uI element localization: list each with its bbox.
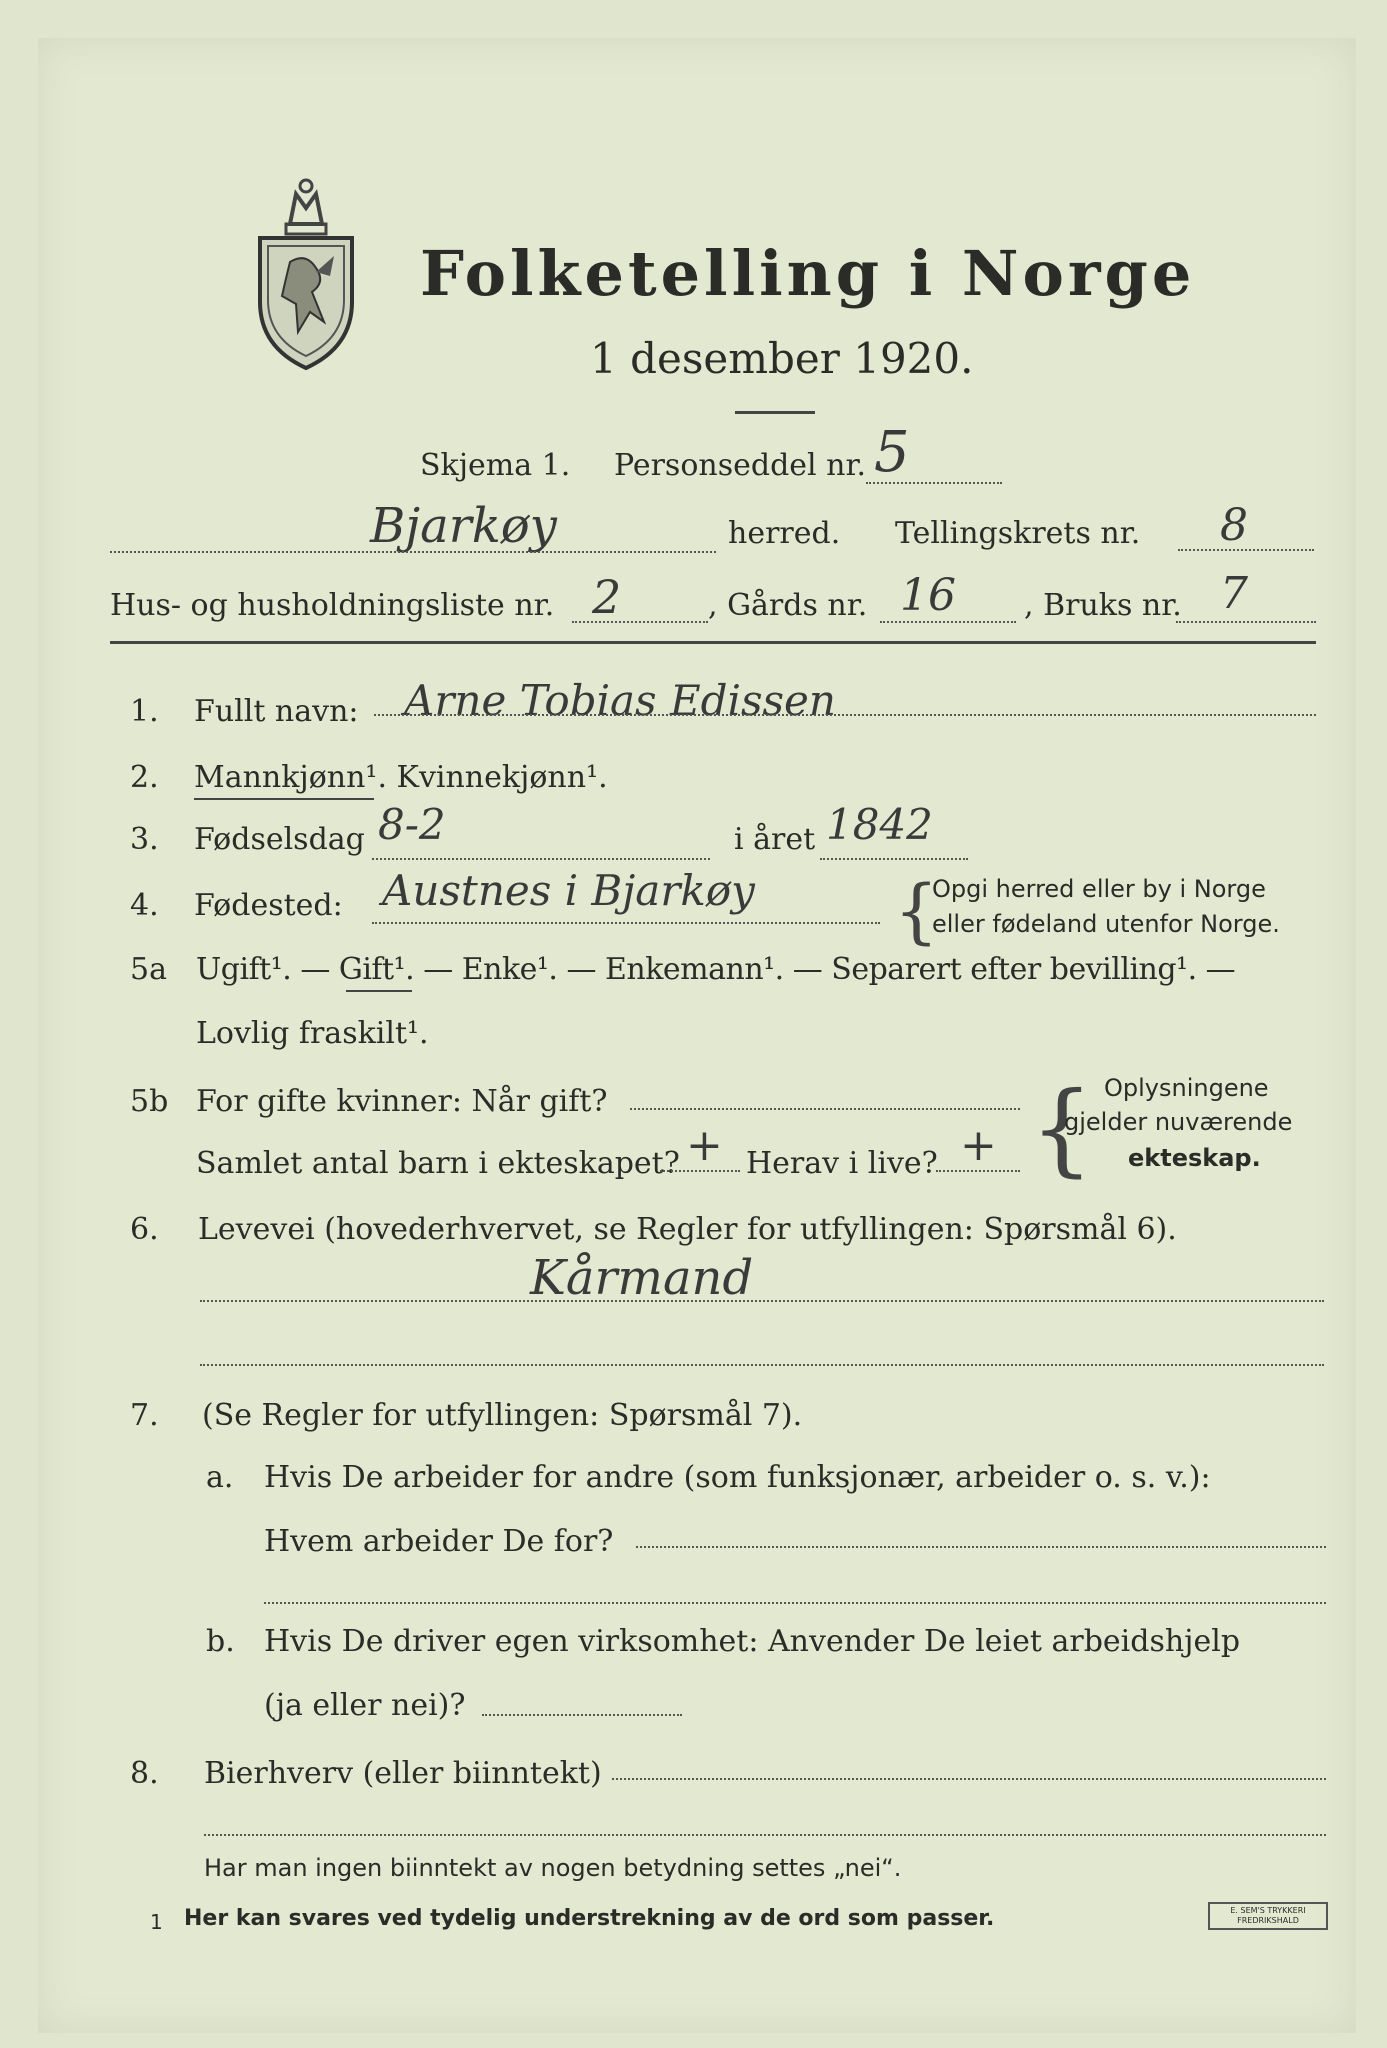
q5b-label: For gifte kvinner: Når gift?	[196, 1084, 608, 1119]
gards-label: , Gårds nr.	[708, 588, 868, 623]
q2-label: Mannkjønn¹. Kvinnekjønn¹.	[194, 760, 608, 795]
tellingskrets-value: 8	[1220, 500, 1248, 551]
q7b-field	[482, 1714, 682, 1716]
q7b-letter: b.	[206, 1624, 235, 1659]
hus-label: Hus- og husholdningsliste nr.	[110, 588, 555, 623]
herred-label: herred.	[728, 516, 841, 551]
personseddel-value: 5	[874, 420, 910, 485]
q6-number: 6.	[130, 1212, 159, 1247]
q1-number: 1.	[130, 694, 159, 729]
q5a-label: Ugift¹. — Gift¹. — Enke¹. — Enkemann¹. — Separert efter bevilling¹. —	[196, 952, 1236, 987]
q4-brace: {	[894, 870, 939, 952]
tellingskrets-field	[1178, 549, 1314, 551]
bruks-label: , Bruks nr.	[1024, 588, 1182, 623]
gards-value: 16	[900, 570, 956, 621]
q7a-field-line2	[264, 1602, 1326, 1604]
q4-number: 4.	[130, 888, 159, 923]
bruks-value: 7	[1220, 568, 1248, 619]
q5b-live-value: +	[960, 1120, 997, 1171]
q6-field-line1	[200, 1300, 1324, 1302]
q3-label: Fødselsdag	[194, 822, 365, 857]
q5b-note-line3: ekteskap.	[1128, 1144, 1261, 1172]
q5b-married-field	[630, 1108, 1020, 1110]
q4-field	[372, 922, 880, 924]
form-title: Folketelling i Norge	[420, 237, 1196, 310]
personseddel-field	[866, 482, 1002, 484]
skjema-label: Skjema 1.	[420, 448, 571, 483]
tellingskrets-label: Tellingskrets nr.	[895, 516, 1141, 551]
q5b-barn-field	[660, 1170, 740, 1172]
q1-field	[374, 714, 1316, 716]
q7a-label-line2: Hvem arbeider De for?	[264, 1524, 614, 1559]
q6-field-line2	[200, 1364, 1324, 1366]
q3-field	[372, 858, 710, 860]
q5a-number: 5a	[130, 952, 167, 987]
q4-note-line1: Opgi herred eller by i Norge	[932, 875, 1266, 903]
q3-year-field	[820, 858, 968, 860]
herred-value: Bjarkøy	[370, 498, 557, 554]
q5a-label-line2: Lovlig fraskilt¹.	[196, 1016, 429, 1051]
q2-underline	[194, 798, 374, 800]
form-subtitle: 1 desember 1920.	[590, 334, 974, 383]
q5b-brace: {	[1030, 1070, 1094, 1187]
printer-stamp: E. SEM'S TRYKKERI FREDRIKSHALD	[1208, 1902, 1328, 1930]
q3-year-label: i året	[734, 822, 816, 857]
q5b-note-line1: Oplysningene	[1104, 1074, 1269, 1102]
q3-number: 3.	[130, 822, 159, 857]
herred-field	[110, 551, 716, 553]
q4-label: Fødested:	[194, 888, 343, 923]
bruks-field	[1176, 621, 1316, 623]
q7b-label-line2: (ja eller nei)?	[264, 1688, 466, 1723]
footnote-text: Her kan svares ved tydelig understrekning av de ord som passer.	[184, 1906, 995, 1931]
q5b-number: 5b	[130, 1084, 169, 1119]
q7a-field-line1	[636, 1546, 1326, 1548]
q8-note: Har man ingen biinntekt av nogen betydning settes „nei“.	[204, 1854, 902, 1882]
q1-value: Arne Tobias Edissen	[404, 676, 836, 725]
q5b-barn-value: +	[686, 1120, 723, 1171]
q3-value: 8-2	[378, 800, 446, 849]
q3-year-value: 1842	[826, 800, 933, 849]
q2-number: 2.	[130, 760, 159, 795]
hus-value: 2	[592, 570, 622, 624]
q7a-label: Hvis De arbeider for andre (som funksjonær, arbeider o. s. v.):	[264, 1460, 1211, 1495]
q8-label: Bierhverv (eller biinntekt)	[204, 1756, 602, 1791]
q7b-label: Hvis De driver egen virksomhet: Anvender De leiet arbeidshjelp	[264, 1624, 1241, 1659]
q5b-label-line2: Samlet antal barn i ekteskapet?	[196, 1146, 680, 1181]
hus-field	[572, 621, 708, 623]
header-divider	[110, 641, 1316, 644]
gards-field	[880, 621, 1016, 623]
q5b-live-label: Herav i live?	[746, 1146, 938, 1181]
q8-field-line2	[204, 1834, 1326, 1836]
q4-note-line2: eller fødeland utenfor Norge.	[932, 910, 1280, 938]
q6-label: Levevei (hovederhvervet, se Regler for utfyllingen: Spørsmål 6).	[198, 1212, 1177, 1247]
q1-label: Fullt navn:	[194, 694, 359, 729]
coat-of-arms-emblem	[250, 172, 362, 372]
q7a-letter: a.	[206, 1460, 234, 1495]
q7-number: 7.	[130, 1398, 159, 1433]
q6-value: Kårmand	[530, 1250, 754, 1306]
footnote-number: 1	[150, 1910, 163, 1934]
q5a-gift-underline	[346, 990, 412, 992]
q7-label: (Se Regler for utfyllingen: Spørsmål 7).	[202, 1398, 803, 1433]
personseddel-label: Personseddel nr.	[614, 448, 867, 483]
q5b-note-line2: gjelder nuværende	[1064, 1108, 1293, 1136]
title-divider	[735, 411, 815, 414]
q5b-live-field	[936, 1170, 1020, 1172]
q4-value: Austnes i Bjarkøy	[382, 866, 755, 915]
q8-field-line1	[612, 1778, 1326, 1780]
q8-number: 8.	[130, 1756, 159, 1791]
